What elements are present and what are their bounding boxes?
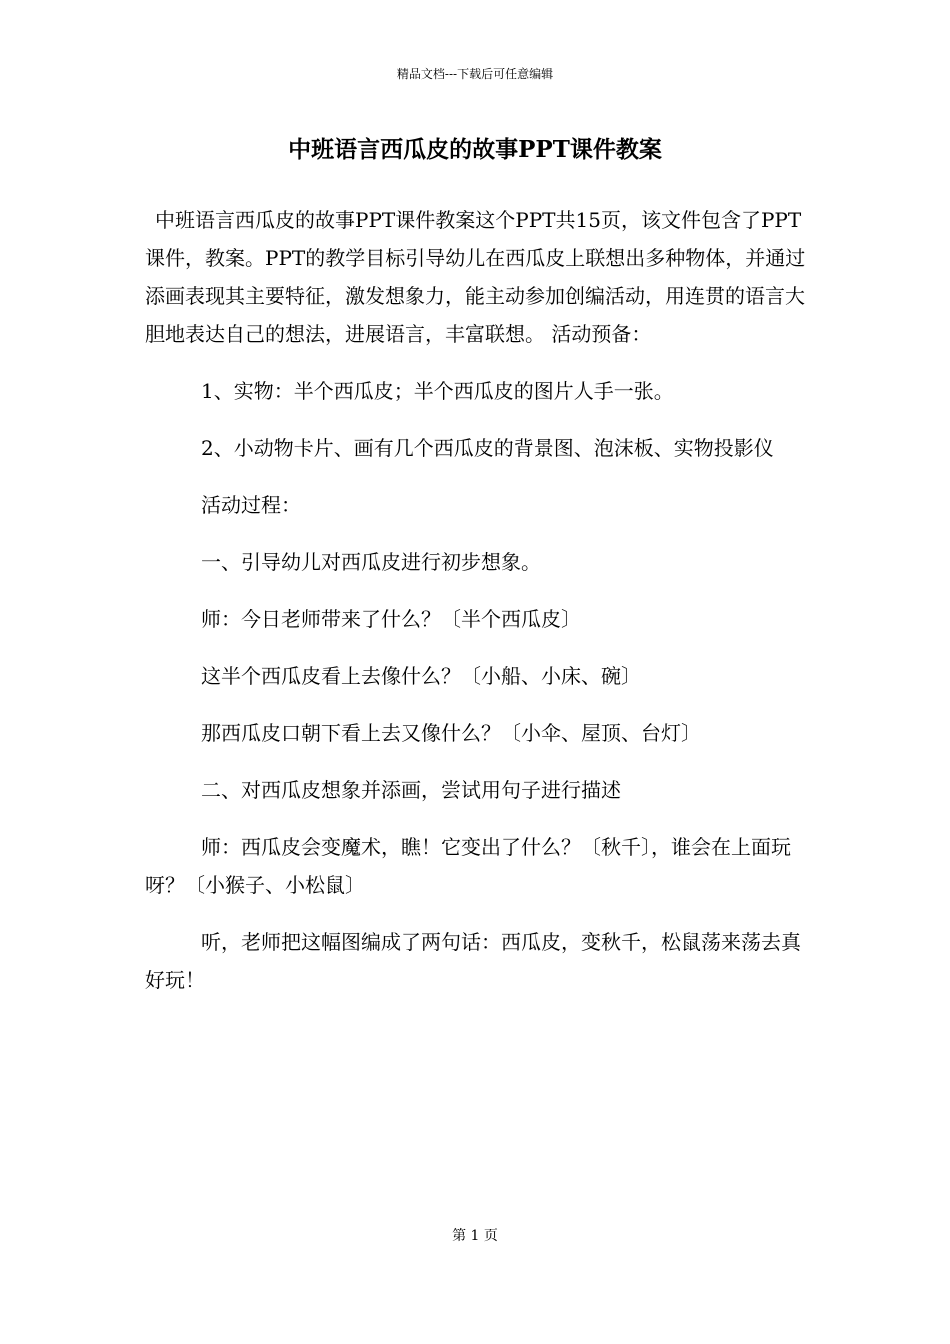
section-one-heading: 一、引导幼儿对西瓜皮进行初步想象。	[201, 550, 541, 574]
intro-paragraph: 中班语言西瓜皮的故事PPT课件教案这个PPT共15页，该文件包含了PPT课件，教案。PPT的教学目标引导幼儿在西瓜皮上联想出多种物体，并通过添画表现其主要特征，激发想象力，能主动参加创编活动，用连贯的语言大胆地表达自己的想法，进展语言，丰富联想。 活动预备：	[145, 208, 806, 346]
page-number: 第 1 页	[452, 1228, 498, 1244]
page-header: 精品文档---下载后可任意编辑	[396, 67, 554, 81]
document-body	[145, 201, 807, 1018]
materials-item-1: 1、实物：半个西瓜皮；半个西瓜皮的图片人手一张。	[201, 379, 674, 403]
section-two-heading: 二、对西瓜皮想象并添画，尝试用句子进行描述	[201, 778, 621, 802]
document-title: 中班语言西瓜皮的故事PPT课件教案	[288, 136, 662, 163]
teacher-example-sentence: 听，老师把这幅图编成了两句话：西瓜皮，变秋千，松鼠荡来荡去真好玩！	[145, 930, 801, 992]
teacher-question-1: 师：今日老师带来了什么？〔半个西瓜皮〕	[201, 607, 581, 631]
teacher-question-2: 这半个西瓜皮看上去像什么？〔小船、小床、碗〕	[201, 664, 641, 688]
teacher-question-4: 师：西瓜皮会变魔术，瞧！它变出了什么？〔秋千〕，谁会在上面玩呀？〔小猴子、小松鼠〕	[145, 835, 791, 897]
activity-process-heading: 活动过程：	[201, 493, 301, 517]
teacher-question-3: 那西瓜皮口朝下看上去又像什么？〔小伞、屋顶、台灯〕	[201, 721, 701, 745]
materials-item-2: 2、小动物卡片、画有几个西瓜皮的背景图、泡沫板、实物投影仪	[201, 436, 774, 460]
